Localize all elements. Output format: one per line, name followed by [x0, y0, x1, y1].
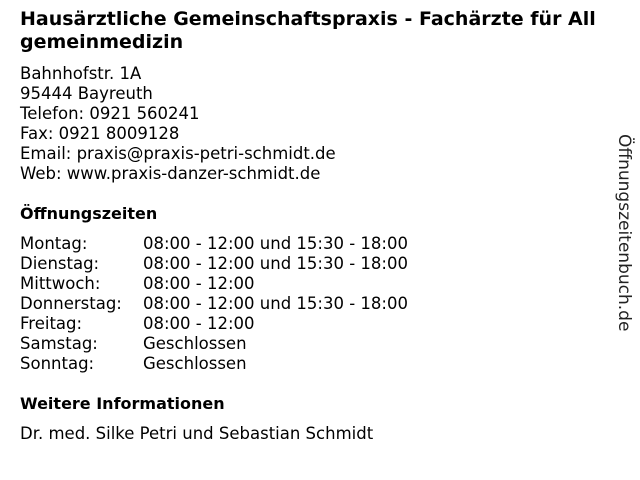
hours-row	[20, 294, 408, 314]
opening-hours-table	[20, 234, 408, 374]
hours-day: Dienstag:	[20, 254, 100, 273]
hours-row	[20, 354, 408, 374]
hours-day: Donnerstag:	[20, 294, 122, 313]
further-info-text: Dr. med. Silke Petri und Sebastian Schmidt	[20, 424, 374, 443]
hours-time: 08:00 - 12:00 und 15:30 - 18:00	[143, 294, 408, 313]
hours-time: 08:00 - 12:00	[143, 274, 255, 293]
phone: Telefon: 0921 560241	[20, 104, 200, 123]
hours-row	[20, 254, 408, 274]
page-title-line-2: gemeinmedizin	[20, 31, 184, 53]
page-title-line-1: Hausärztliche Gemeinschaftspraxis - Fachärzte für All	[20, 8, 596, 30]
address-block	[20, 64, 336, 184]
page-title	[20, 8, 630, 54]
hours-day: Freitag:	[20, 314, 83, 333]
hours-day: Mittwoch:	[20, 274, 101, 293]
watermark-text: Öffnungszeitenbuch.de	[614, 134, 634, 332]
email: Email: praxis@praxis-petri-schmidt.de	[20, 144, 336, 163]
hours-row	[20, 234, 408, 254]
hours-row	[20, 334, 408, 354]
further-info-heading: Weitere Informationen	[20, 394, 225, 413]
fax: Fax: 0921 8009128	[20, 124, 180, 143]
hours-day: Sonntag:	[20, 354, 95, 373]
hours-time: 08:00 - 12:00 und 15:30 - 18:00	[143, 234, 408, 253]
street: Bahnhofstr. 1A	[20, 64, 142, 83]
hours-time: 08:00 - 12:00	[143, 314, 255, 333]
hours-day: Samstag:	[20, 334, 98, 353]
opening-hours-heading: Öffnungszeiten	[20, 204, 158, 223]
hours-time: Geschlossen	[143, 334, 247, 353]
hours-row	[20, 314, 408, 334]
hours-day: Montag:	[20, 234, 88, 253]
hours-time: 08:00 - 12:00 und 15:30 - 18:00	[143, 254, 408, 273]
website: Web: www.praxis-danzer-schmidt.de	[20, 164, 321, 183]
hours-time: Geschlossen	[143, 354, 247, 373]
hours-row	[20, 274, 408, 294]
city: 95444 Bayreuth	[20, 84, 153, 103]
